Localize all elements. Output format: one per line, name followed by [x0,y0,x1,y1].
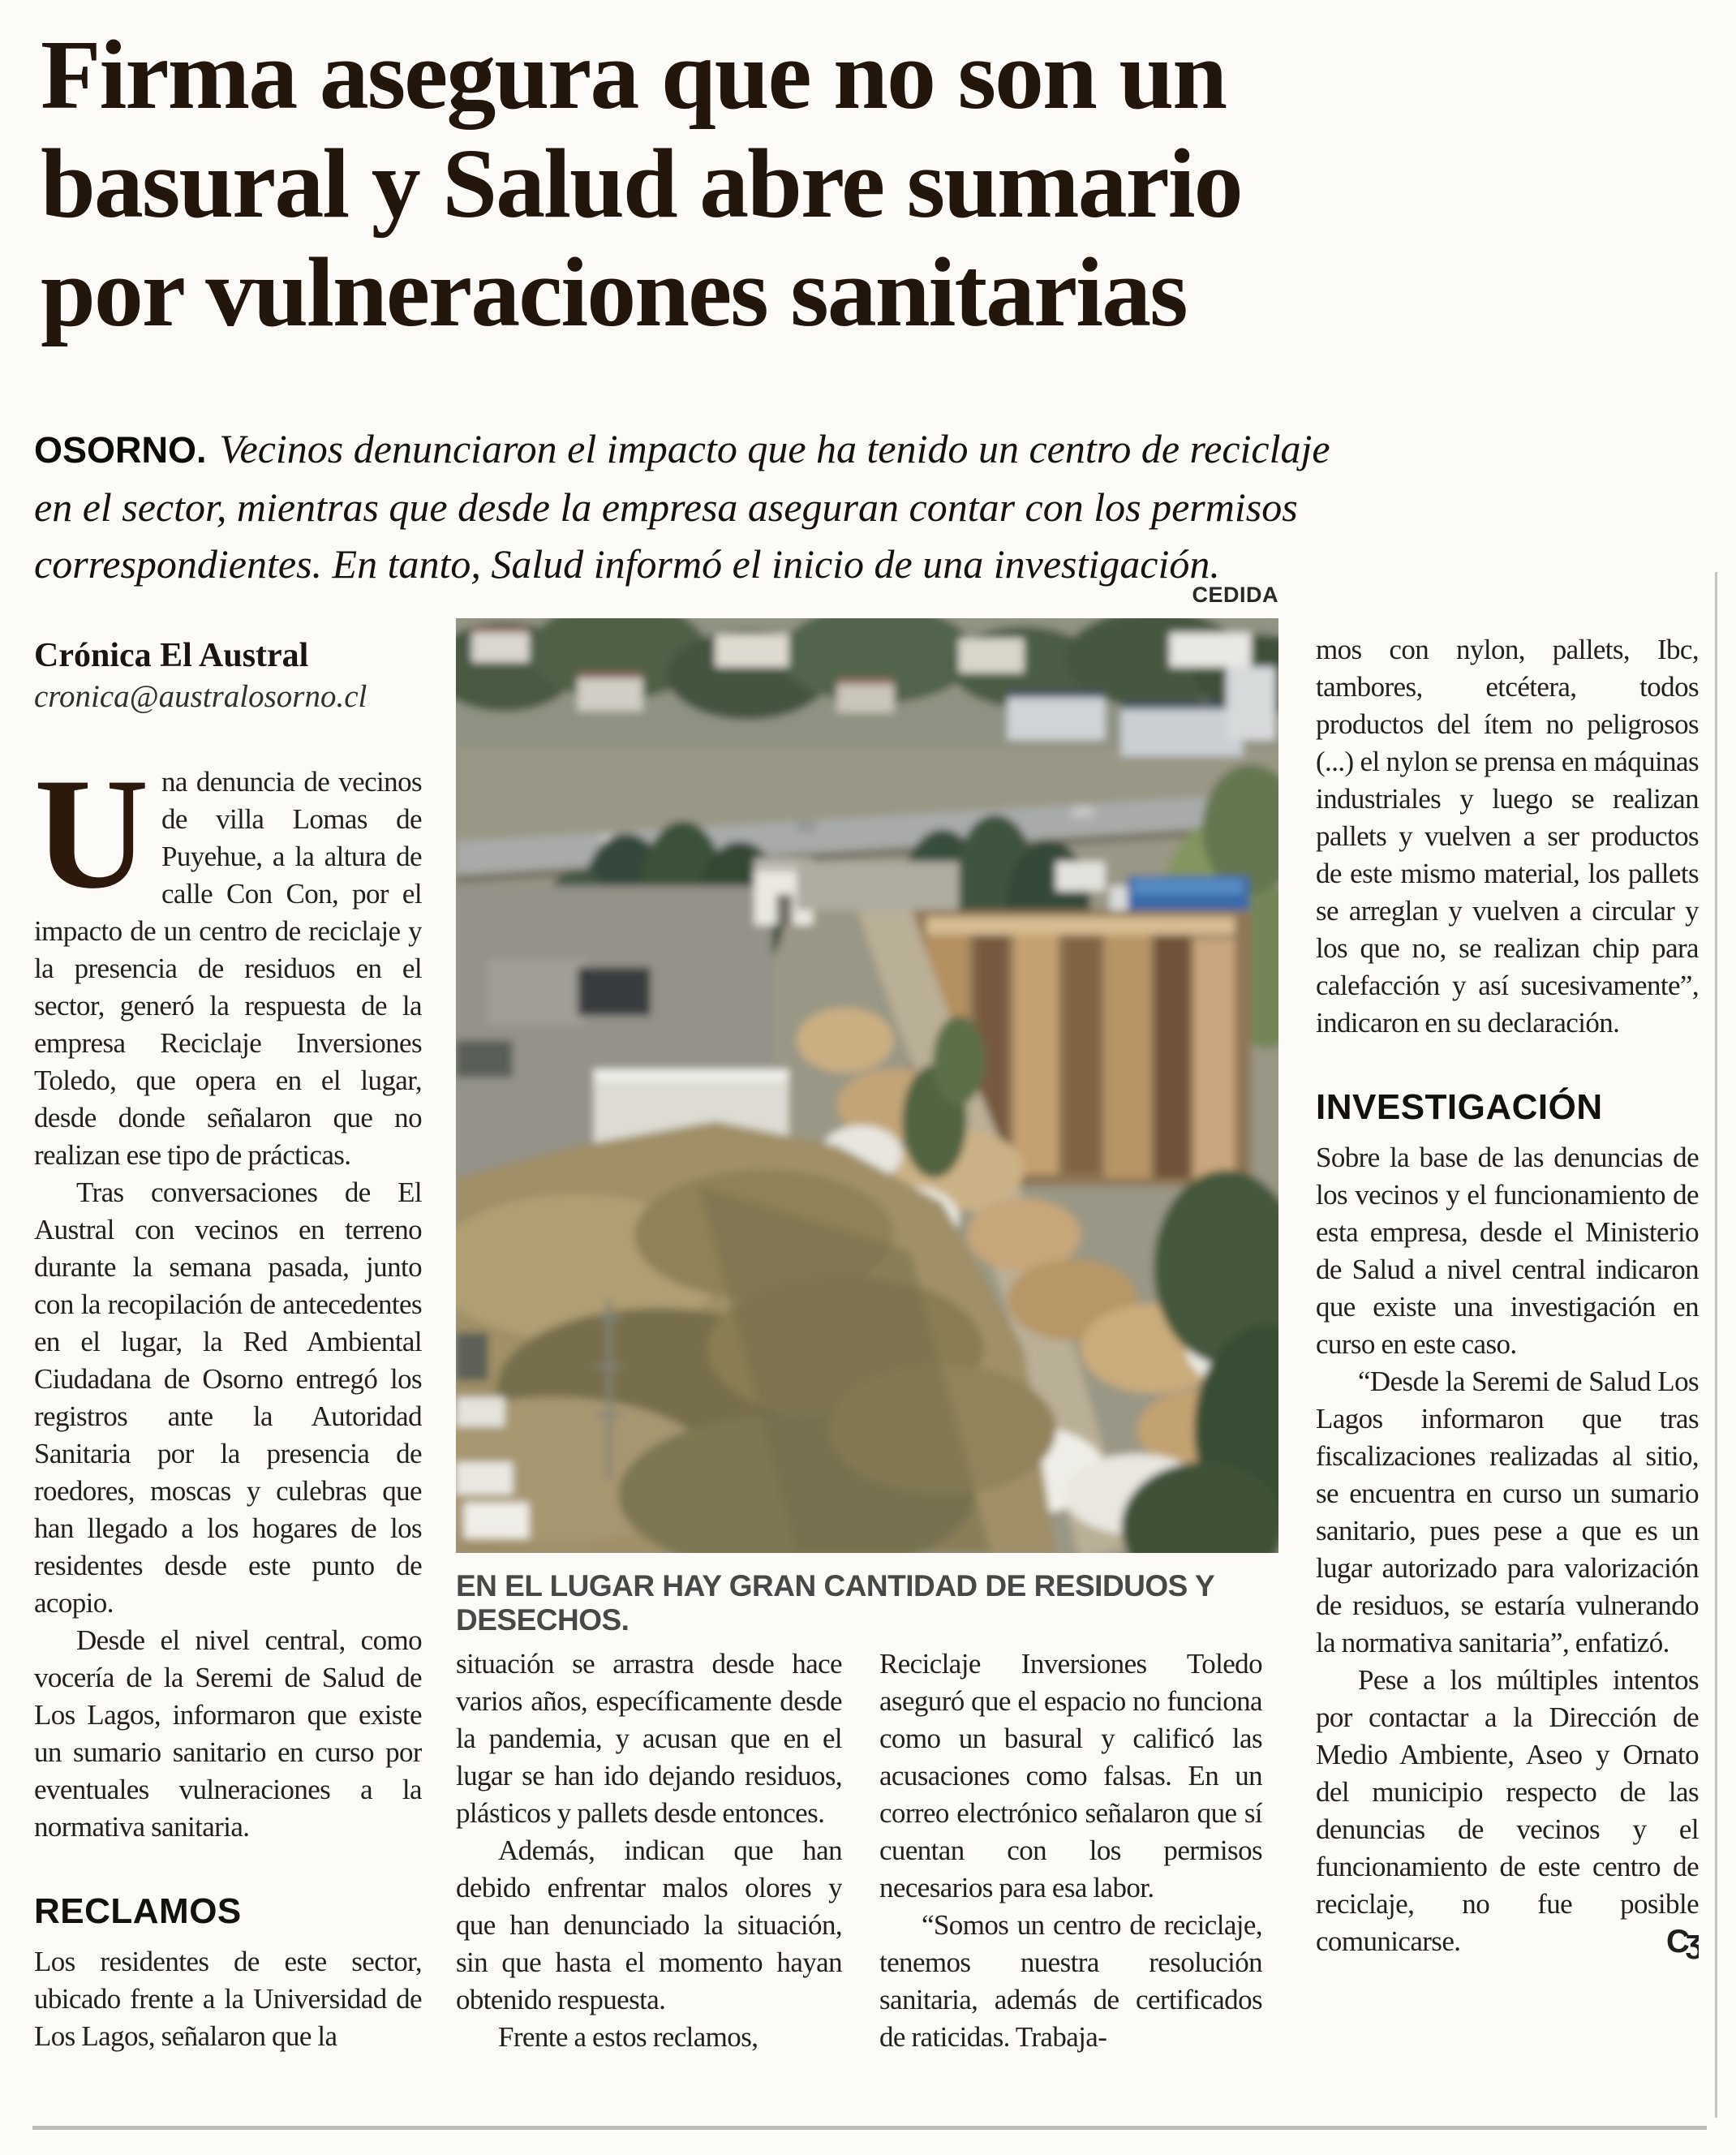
byline-author: Crónica El Austral [34,637,309,674]
drop-cap: U [34,746,148,922]
paragraph: Tras conversaciones de El Austral con vecinos en terreno durante la semana pasada, junto con la recopilación de antecedentes en el lugar, la Red Ambiental Ciudadana de Osorno entregó los registros ante la Autoridad Sanitaria por la presencia de roedores, moscas y culebras que han llegado a los hogares de los residentes desde este punto de acopio. [34,1176,422,1619]
paragraph: “Desde la Seremi de Salud Los Lagos informaron que tras fiscalizaciones realizadas al sitio, se encuentra en curso un sumario sanitario, pues pese a que es un lugar autorizado para valorización de residuos, se estaría vulnerando la normativa sanitaria”, enfatizó. [1316,1366,1699,1658]
lede [34,420,1373,592]
paragraph: situación se arrastra desde hace varios años, específicamente desde la pandemia, y acusan que en el lugar se han ido dejando residuos, plásticos y pallets desde entonces. [456,1648,842,1829]
aerial-photo [456,618,1278,1553]
right-column-rule [1715,572,1717,2118]
byline-email: cronica@australosorno.cl [34,679,367,714]
column-2 [456,1629,842,2126]
article-end-mark: Cʒ [1666,1924,1699,1959]
byline [34,634,422,716]
paragraph: Sobre la base de las denuncias de los vecinos y el funcionamiento de esta empresa, desde el Ministerio de Salud a nivel central indicaron que existe una investigación en curso en este caso. [1316,1142,1699,1360]
headline-line-3: por vulneraciones sanitarias [41,238,1187,347]
headline-line-1: Firma asegura que no son un [41,20,1227,130]
paragraph: Desde el nivel central, como vocería de la Seremi de Salud de Los Lagos, informaron que existe un sumario sanitario en curso por eventuales vulneraciones a la normativa sanitaria. [34,1624,422,1843]
section-header-investigacion: INVESTIGACIÓN [1316,1087,1603,1127]
paragraph: “Somos un centro de reciclaje, tenemos nuestra resolución sanitaria, además de certificados de raticidas. Trabaja- [879,1909,1262,2053]
paragraph [1316,1662,1699,1960]
column-4 [1316,625,1699,2127]
photo-caption: EN EL LUGAR HAY GRAN CANTIDAD DE RESIDUOS Y DESECHOS. [456,1569,1214,1637]
paragraph: Los residentes de este sector, ubicado frente a la Universidad de Los Lagos, señalaron que la [34,1946,422,2052]
headline [41,21,1663,347]
paragraph: mos con nylon, pallets, Ibc, tambores, etcétera, todos productos del ítem no peligrosos (...) el nylon se prensa en máquinas industriales y luego se realizan pallets y vuelven a ser productos de este mismo material, los pallets se arreglan y vuelven a circular y los que no, se realizan chip para calefacción y así sucesivamente”, indicaron en su declaración. [1316,634,1699,1039]
aerial-photo-graphic [456,618,1278,1553]
paragraph-text: Pese a los múltiples intentos por contactar a la Dirección de Medio Ambiente, Aseo y Ornato del municipio respecto de las denuncias de vecinos y el funcionamiento de este centro de reciclaje, no fue posible comunicarse. [1316,1664,1699,1957]
paragraph-text: na denuncia de vecinos de villa Lomas de Puyehue, a la altura de calle Con Con, por el impacto de un centro de reciclaje y la presencia de residuos en el sector, generó la respuesta de la empresa Reciclaje Inversiones Toledo, que opera en el lugar, desde donde señalaron que no realizan ese tipo de prácticas. [34,766,422,1171]
bottom-rule [32,2126,1707,2130]
column-3 [879,1629,1262,2126]
paragraph: Frente a estos reclamos, [498,2021,758,2053]
paragraph: Además, indican que han debido enfrentar malos olores y que han denunciado la situación, sin que hasta el momento hayan obtenido respuesta. [456,1835,842,2015]
paragraph: Reciclaje Inversiones Toledo aseguró que el espacio no funciona como un basural y calificó las acusaciones como falsas. En un correo electrónico señalaron que sí cuentan con los permisos necesarios para esa labor. [879,1648,1262,1903]
photo-credit: CEDIDA [1192,583,1278,607]
section-header-reclamos: RECLAMOS [34,1891,242,1931]
column-1 [34,625,422,2127]
dateline: OSORNO. [34,429,207,471]
lede-text: Vecinos denunciaron el impacto que ha tenido un centro de reciclaje en el sector, mientras que desde la empresa aseguran contar con los permisos correspondientes. En tanto, Salud informó el inicio de una investigación. [34,426,1330,587]
headline-line-2: basural y Salud abre sumario [41,129,1242,239]
paragraph [34,746,422,1174]
